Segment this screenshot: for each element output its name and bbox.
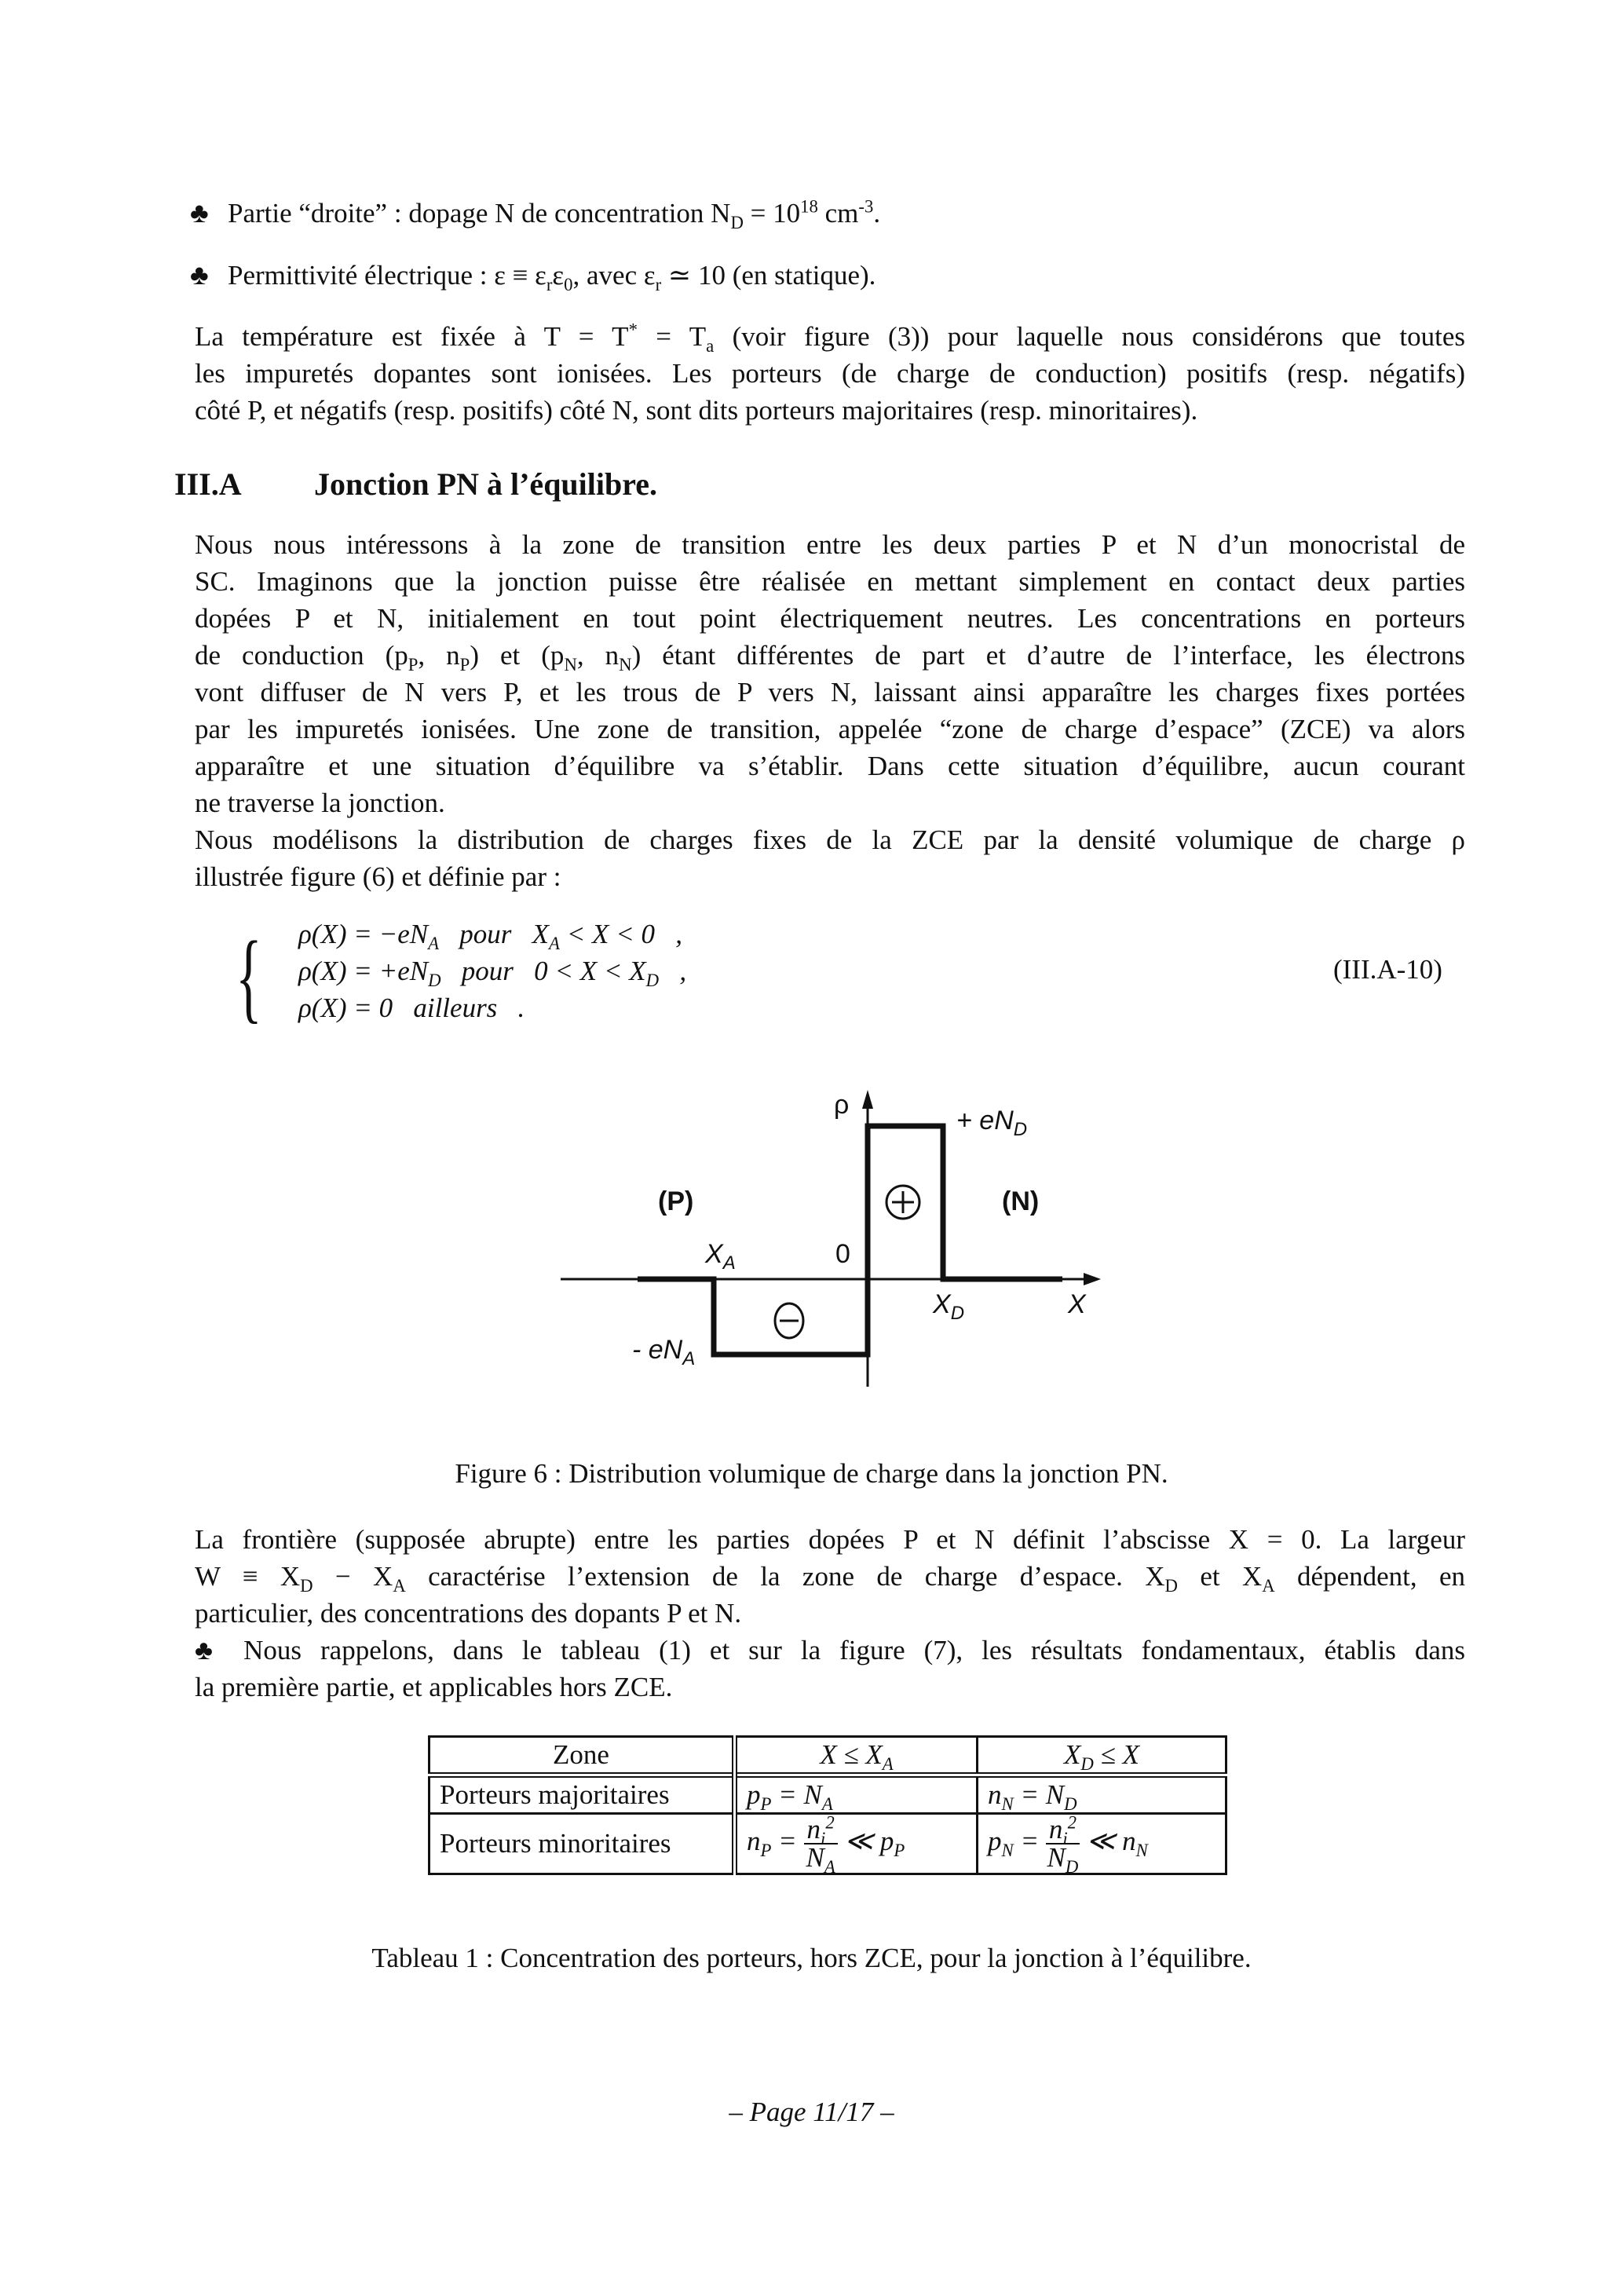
paragraph-line: illustrée figure (6) et définie par : — [195, 861, 561, 892]
equation-row: $\rho(X) = -eN_A$ pour $X_A < X < 0$ , — [298, 919, 683, 953]
y-axis-arrow-icon — [862, 1090, 873, 1109]
paragraph-line: apparaître et une situation d’équilibre va s’établir. Dans cette situation d’équilibre, aucun courant — [195, 751, 1465, 781]
bullet-item: ♣ Partie “droite” : dopage N de concentration $N_D = 10^{18}$ $cm^{-3}$. — [228, 195, 880, 232]
plus-end-label: + $eN_D$ — [956, 1106, 1028, 1140]
paragraph-line: SC. Imaginons que la jonction puisse être réalisée en mettant simplement en contact deux parties — [195, 566, 1465, 597]
paragraph-line: La frontière (supposée abrupte) entre les parties dopées P et N définit l’abscisse X = 0. La largeur — [195, 1524, 1465, 1555]
table-header-row — [430, 1737, 1226, 1775]
xa-label: $X_A$ — [705, 1239, 736, 1274]
x-axis-arrow-icon — [1084, 1273, 1101, 1285]
paragraph-line: $W \equiv X_D - X_A$ caractérise l’extension de la zone de charge d’espace. $X_D$ et $X_A$ dépendent, en — [195, 1561, 1465, 1596]
page-number: – Page 11/17 – — [729, 2097, 894, 2127]
minus-ena-label: - $eN_A$ — [632, 1335, 696, 1369]
table-caption: Tableau 1 : Concentration des porteurs, hors ZCE, pour la jonction à l’équilibre. — [371, 1943, 1252, 1973]
section-heading: III.A Jonction PN à l’équilibre. — [174, 466, 658, 502]
origin-label: 0 — [835, 1239, 850, 1269]
n-region-label: (N) — [1002, 1186, 1040, 1216]
x-axis-label: X — [1068, 1289, 1086, 1319]
carrier-concentration-table — [428, 1735, 1227, 1875]
equation-row: ρ(X) = 0 ailleurs . — [298, 993, 525, 1023]
club-icon: ♣ — [190, 259, 209, 291]
paragraph-line: vont diffuser de N vers P, et les trous de P vers N, laissant ainsi apparaître les charges fixes portées — [195, 677, 1465, 707]
equation-row: $\rho(X) = +eN_D$ pour $0 < X < X_D$ , — [298, 956, 687, 990]
figure-caption: Figure 6 : Distribution volumique de charge dans la jonction PN. — [455, 1458, 1168, 1489]
club-icon: ♣ — [190, 197, 209, 229]
bullet-item: ♣ Permittivité électrique : $\varepsilon \equiv \varepsilon_r\varepsilon_0$, avec $\varepsilon_r$ ≃ 10 (en statique). — [228, 257, 875, 294]
equation-number: (III.A-10) — [1333, 954, 1442, 985]
table-cell: $p_P = N_A$ — [735, 1775, 978, 1814]
equation-brace: { — [236, 921, 262, 1033]
paragraph-line: par les impuretés ionisées. Une zone de transition, appelée “zone de charge d’espace” (ZCE) va alors — [195, 714, 1465, 744]
paragraph-line: Nous nous intéressons à la zone de transition entre les deux parties P et N d’un monocristal de — [195, 529, 1465, 560]
table-row — [430, 1775, 1226, 1814]
xd-label: $X_D$ — [933, 1289, 965, 1324]
paragraph-line: les impuretés dopantes sont ionisées. Les porteurs (de charge de conduction) positifs (resp. négatifs) — [195, 358, 1465, 389]
table-header: Zone — [430, 1737, 735, 1775]
rho-label: ρ — [834, 1090, 850, 1120]
paragraph-line: particulier, des concentrations des dopants P et N. — [195, 1598, 742, 1629]
paragraph-line: ♣ Nous rappelons, dans le tableau (1) et sur la figure (7), les résultats fondamentaux, établis dans — [195, 1635, 1465, 1665]
p-region-label: (P) — [658, 1186, 694, 1216]
table-header: $X \le X_A$ — [735, 1737, 978, 1775]
table-header: $X_D \le X$ — [978, 1737, 1226, 1775]
table-row — [430, 1814, 1226, 1874]
table-cell: $p_N$ = $\frac{n_i^2}{N_D}$ ≪ $n_N$ — [978, 1814, 1226, 1874]
table-cell: Porteurs majoritaires — [430, 1775, 735, 1814]
paragraph-line: dopées P et N, initialement en tout point électriquement neutres. Les concentrations en porteurs — [195, 603, 1465, 634]
table-cell: $n_N = N_D$ — [978, 1775, 1226, 1814]
paragraph-line: La température est fixée à $T = T^* = T_a$ (voir figure (3)) pour laquelle nous considérons que toutes — [195, 320, 1465, 356]
paragraph-line: côté P, et négatifs (resp. positifs) côté N, sont dits porteurs majoritaires (resp. minoritaires). — [195, 395, 1198, 426]
paragraph-line: de conduction ($p_P$, $n_P$) et ($p_N$, $n_N$) étant différentes de part et d’autre de l’interface, les électrons — [195, 640, 1465, 675]
table-cell: $n_P$ = $\frac{n_i^2}{N_A}$ ≪ $p_P$ — [735, 1814, 978, 1874]
paragraph-line: la première partie, et applicables hors ZCE. — [195, 1672, 673, 1702]
paragraph-line: Nous modélisons la distribution de charges fixes de la ZCE par la densité volumique de charge ρ — [195, 824, 1465, 855]
paragraph-line: ne traverse la jonction. — [195, 788, 445, 818]
table-cell: Porteurs minoritaires — [430, 1814, 735, 1874]
